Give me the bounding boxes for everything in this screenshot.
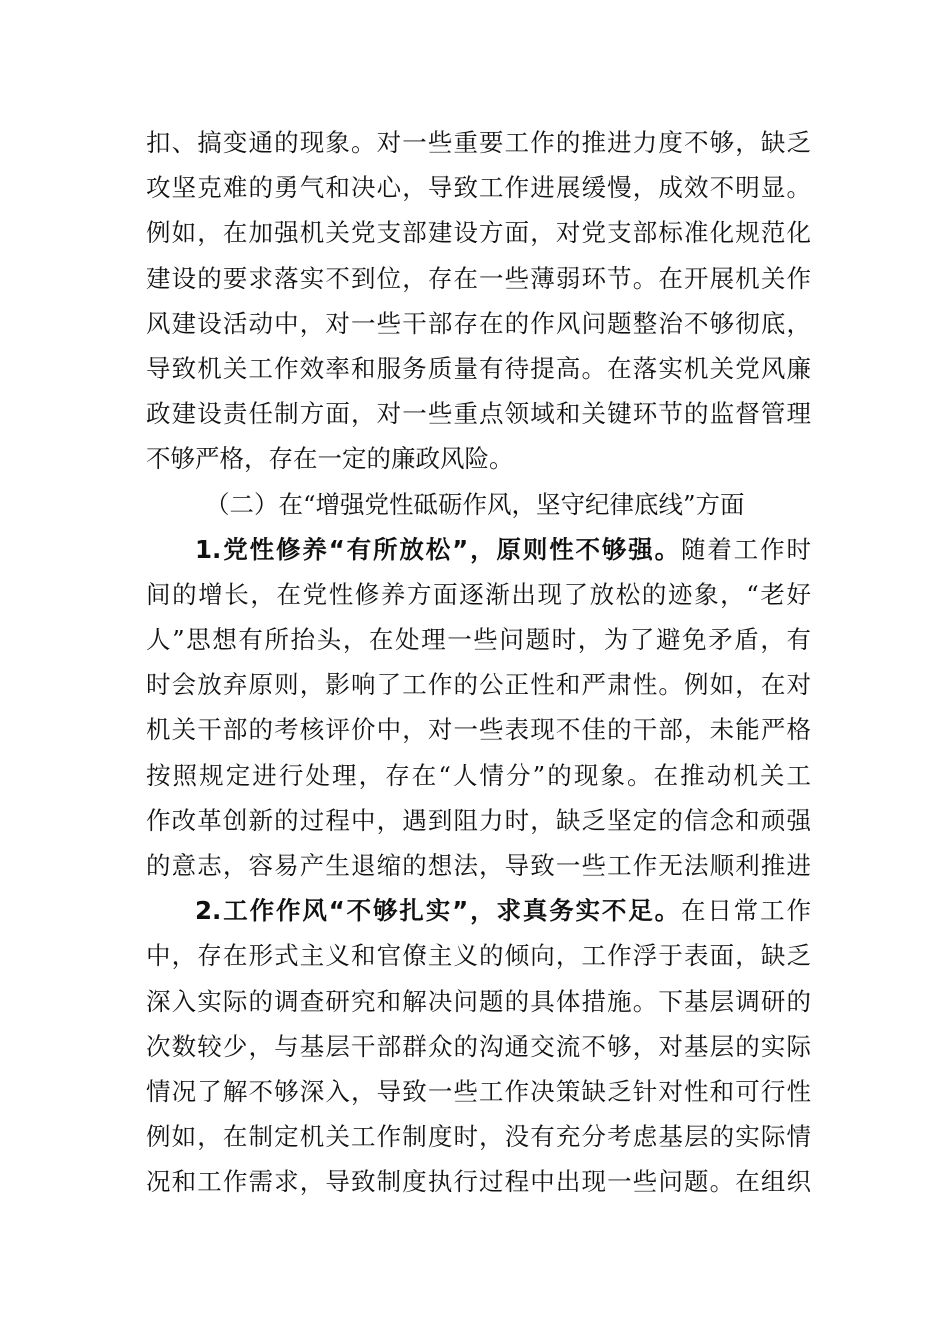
- paragraph-line: 时会放弃原则，影响了工作的公正性和严肃性。例如，在对: [146, 670, 811, 700]
- paragraph-line: 按照规定进行处理，存在“人情分”的现象。在推动机关工: [146, 760, 811, 790]
- paragraph-line: 机关干部的考核评价中，对一些表现不佳的干部，未能严格: [146, 715, 811, 745]
- paragraph-line: 况和工作需求，导致制度执行过程中出现一些问题。在组织: [146, 1167, 811, 1197]
- item-first-line: [146, 527, 811, 572]
- paragraph-line: 人”思想有所抬头，在处理一些问题时，为了避免矛盾，有: [146, 625, 811, 655]
- paragraph-line: 情况了解不够深入，导致一些工作决策缺乏针对性和可行性: [146, 1076, 811, 1106]
- item-title: 2.工作作风“不够扎实”，求真务实不足。: [195, 896, 682, 926]
- paragraph-line: 作改革创新的过程中，遇到阻力时，缺乏坚定的信念和顽强: [146, 805, 811, 835]
- paragraph-line: 次数较少，与基层干部群众的沟通交流不够，对基层的实际: [146, 1031, 811, 1061]
- paragraph-line: 深入实际的调查研究和解决问题的具体措施。下基层调研的: [146, 986, 811, 1016]
- paragraph-line: 的意志，容易产生退缩的想法，导致一些工作无法顺利推进: [146, 851, 811, 880]
- document-body: [146, 120, 811, 1205]
- paragraph-line: 例如，在制定机关工作制度时，没有充分考虑基层的实际情: [146, 1122, 811, 1152]
- paragraph-line: 风建设活动中，对一些干部存在的作风问题整治不够彻底，: [146, 308, 811, 338]
- item-title: 1.党性修养“有所放松”，原则性不够强。: [195, 534, 682, 564]
- item-first-line-rest: 随着工作时: [681, 534, 811, 564]
- paragraph-line: 例如，在加强机关党支部建设方面，对党支部标准化规范化: [146, 218, 811, 248]
- paragraph-line: 中，存在形式主义和官僚主义的倾向，工作浮于表面，缺乏: [146, 941, 811, 971]
- section-heading: （二）在“增强党性砥砺作风，坚守纪律底线”方面: [205, 489, 745, 519]
- item-first-line-rest: 在日常工作: [681, 896, 811, 926]
- paragraph-line: 攻坚克难的勇气和决心，导致工作进展缓慢，成效不明显。: [146, 173, 811, 203]
- item-first-line: [146, 888, 811, 933]
- paragraph-line: 政建设责任制方面，对一些重点领域和关键环节的监督管理: [146, 399, 811, 429]
- paragraph-line: 扣、搞变通的现象。对一些重要工作的推进力度不够，缺乏: [146, 128, 811, 157]
- paragraph-line: 建设的要求落实不到位，存在一些薄弱环节。在开展机关作: [146, 263, 811, 293]
- paragraph-line: 导致机关工作效率和服务质量有待提高。在落实机关党风廉: [146, 353, 811, 383]
- paragraph-line: 不够严格，存在一定的廉政风险。: [146, 444, 514, 474]
- paragraph-line: 间的增长，在党性修养方面逐渐出现了放松的迹象，“老好: [146, 579, 811, 609]
